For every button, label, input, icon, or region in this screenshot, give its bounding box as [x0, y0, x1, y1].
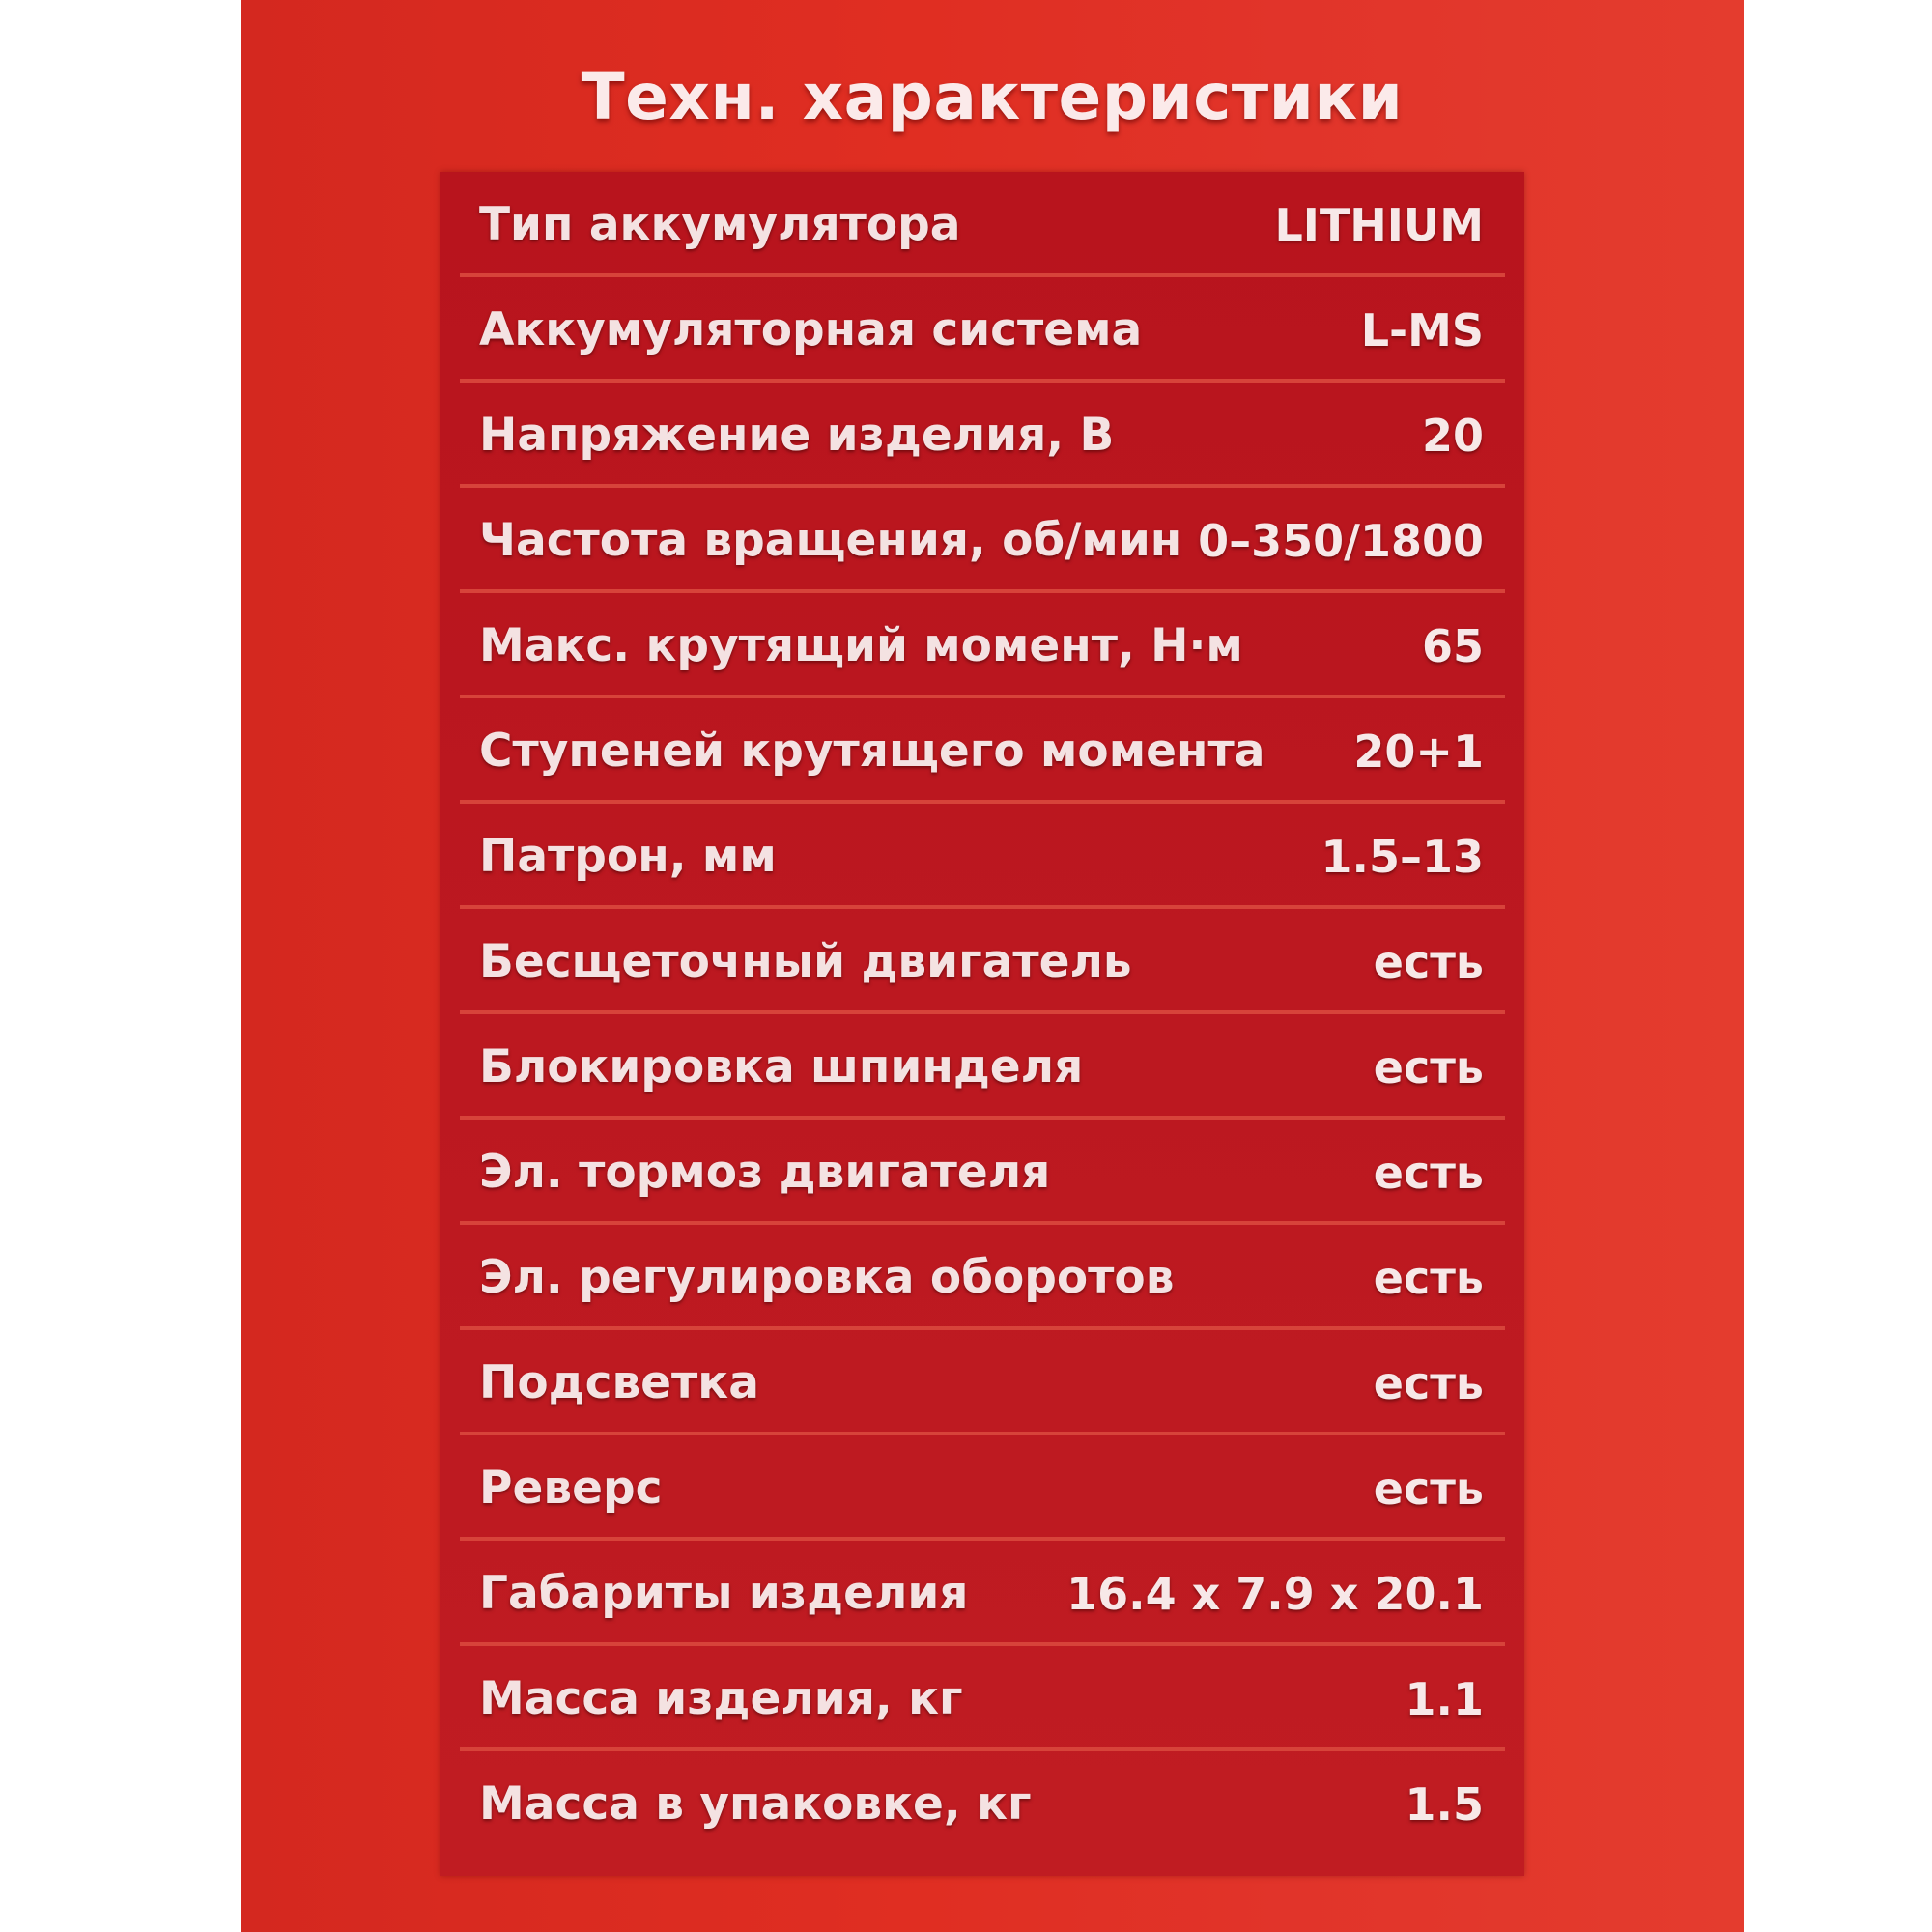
spec-row-motor-brake	[460, 1120, 1505, 1225]
spec-value: 20+1	[1353, 724, 1484, 778]
spec-value: есть	[1373, 935, 1484, 988]
spec-label: Эл. тормоз двигателя	[479, 1146, 1051, 1199]
spec-row-dimensions	[460, 1541, 1505, 1646]
spec-value: есть	[1373, 1251, 1484, 1304]
spec-row-spindle-lock	[460, 1014, 1505, 1120]
spec-label: Ступеней крутящего момента	[479, 724, 1265, 778]
spec-label: Габариты изделия	[479, 1567, 969, 1620]
spec-label: Частота вращения, об/мин	[479, 514, 1182, 567]
spec-row-speed-control	[460, 1225, 1505, 1330]
spec-value: есть	[1373, 1040, 1484, 1094]
spec-value: 65	[1421, 619, 1484, 672]
spec-table	[440, 172, 1524, 1876]
spec-row-max-torque	[460, 593, 1505, 698]
spec-label: Аккумуляторная система	[479, 303, 1143, 356]
spec-row-backlight	[460, 1330, 1505, 1435]
spec-value: есть	[1373, 1356, 1484, 1409]
spec-value: LITHIUM	[1274, 198, 1484, 251]
spec-label: Блокировка шпинделя	[479, 1040, 1084, 1094]
spec-row-weight	[460, 1646, 1505, 1751]
spec-value: 0–350/1800	[1198, 514, 1484, 567]
spec-value: L-MS	[1360, 303, 1484, 356]
spec-row-packaged-weight	[460, 1751, 1505, 1857]
page-title: Техн. характеристики	[581, 60, 1404, 134]
spec-label: Подсветка	[479, 1356, 759, 1409]
spec-label: Масса в упаковке, кг	[479, 1777, 1032, 1831]
spec-row-brushless-motor	[460, 909, 1505, 1014]
spec-row-chuck	[460, 804, 1505, 909]
spec-value: 1.5–13	[1321, 830, 1484, 883]
spec-value: 20	[1421, 409, 1484, 462]
spec-label: Масса изделия, кг	[479, 1672, 963, 1725]
spec-value: 16.4 x 7.9 x 20.1	[1066, 1567, 1484, 1620]
spec-row-battery-system	[460, 277, 1505, 383]
spec-label: Бесщеточный двигатель	[479, 935, 1132, 988]
spec-value: 1.5	[1405, 1777, 1484, 1831]
spec-label: Тип аккумулятора	[479, 198, 961, 251]
spec-label: Патрон, мм	[479, 830, 777, 883]
spec-label: Реверс	[479, 1462, 663, 1515]
spec-row-battery-type	[460, 172, 1505, 277]
spec-label: Напряжение изделия, В	[479, 409, 1115, 462]
spec-row-voltage	[460, 383, 1505, 488]
spec-row-rotation-speed	[460, 488, 1505, 593]
spec-value: есть	[1373, 1146, 1484, 1199]
spec-row-torque-steps	[460, 698, 1505, 804]
spec-value: 1.1	[1405, 1672, 1484, 1725]
spec-label: Эл. регулировка оборотов	[479, 1251, 1175, 1304]
spec-row-reverse	[460, 1435, 1505, 1541]
spec-label: Макс. крутящий момент, Н·м	[479, 619, 1243, 672]
spec-value: есть	[1373, 1462, 1484, 1515]
